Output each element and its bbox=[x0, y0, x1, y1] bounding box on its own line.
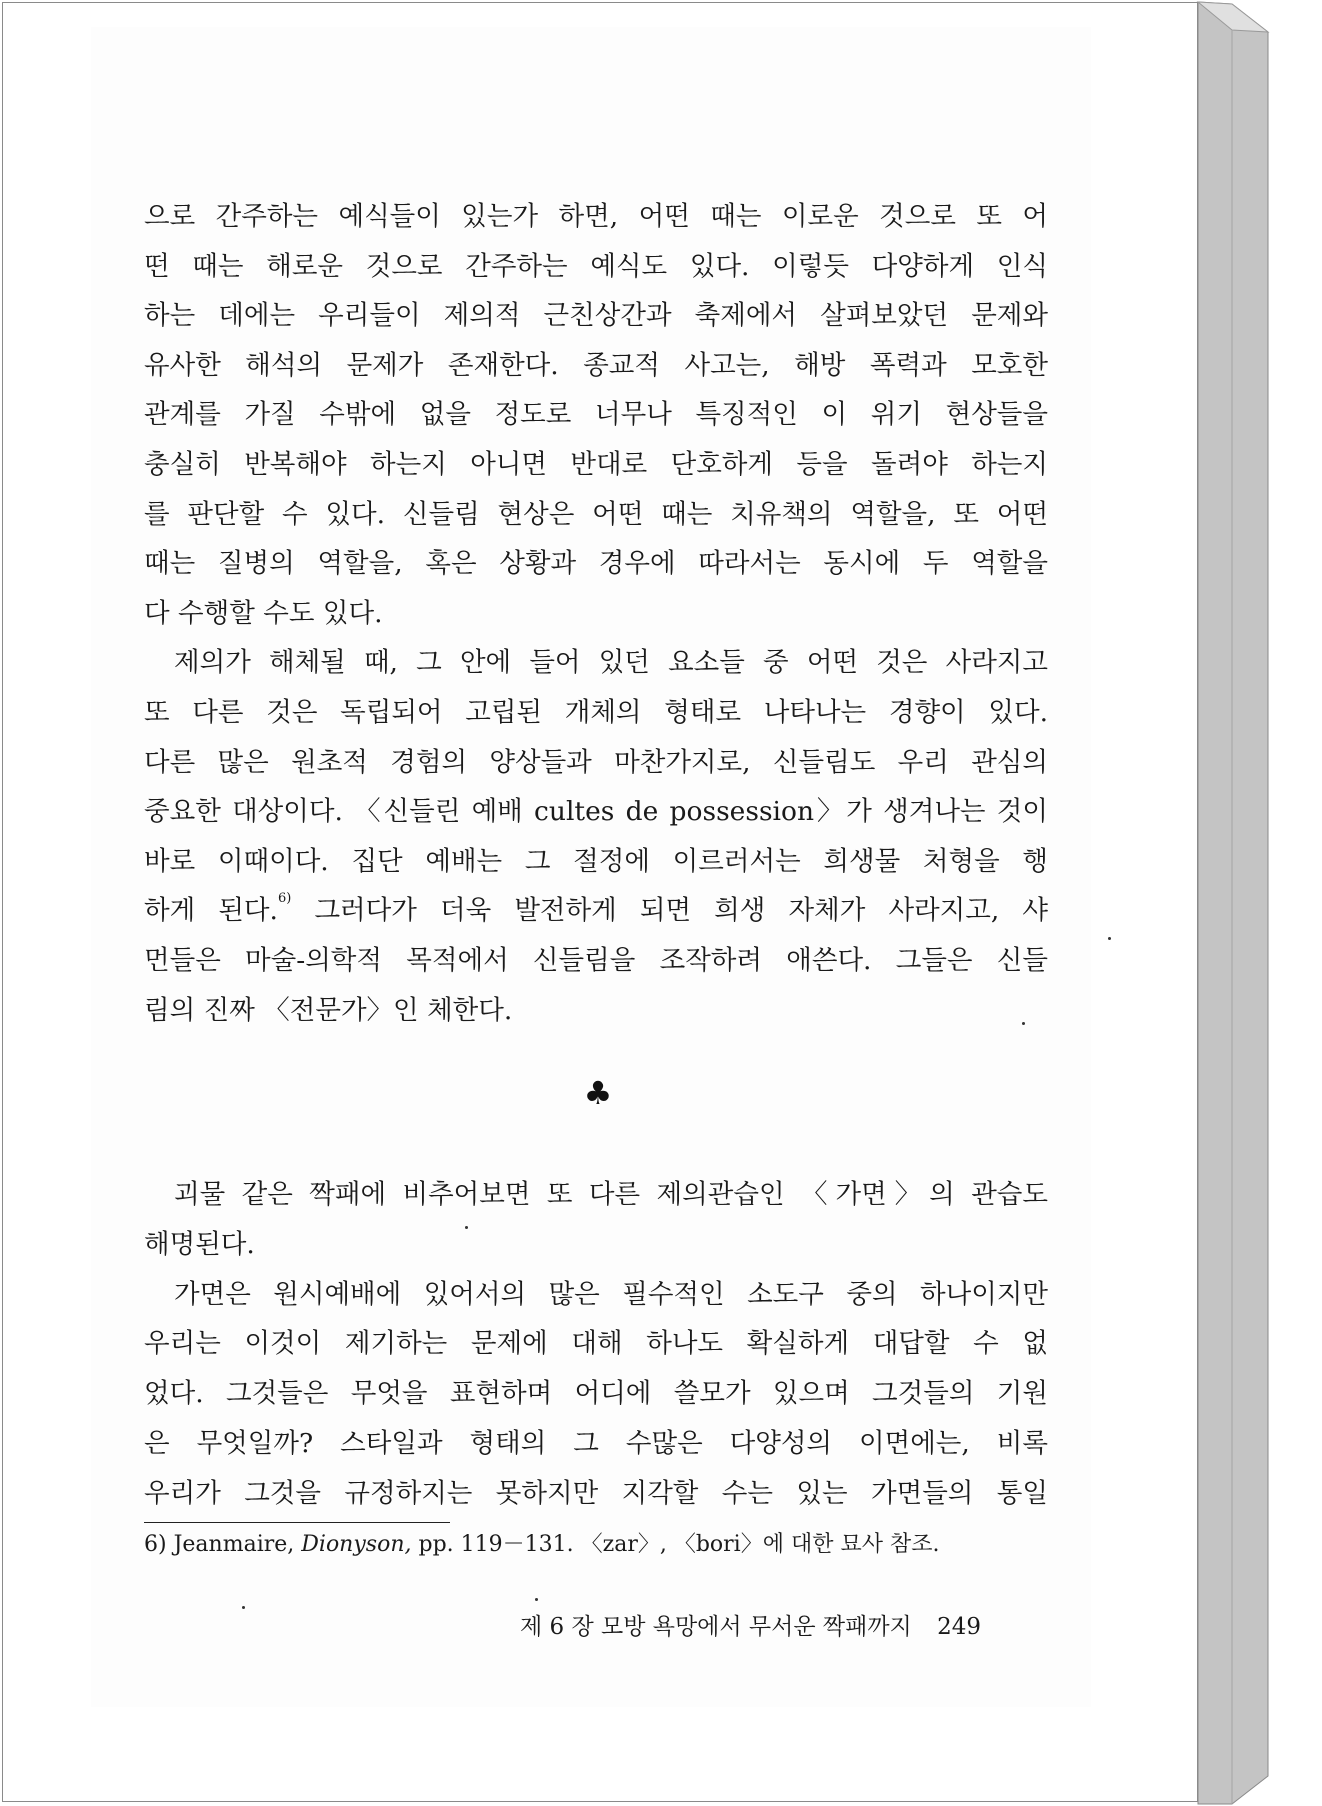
text-line: 괴물 같은 짝패에 비추어보면 또 다른 제의관습인 〈가면〉의 관습도 bbox=[174, 1179, 1048, 1210]
paragraph-1 bbox=[144, 192, 1048, 1035]
club-divider-icon: ♣ bbox=[583, 1074, 613, 1112]
text-line: 림의 진짜 〈전문가〉인 체한다. bbox=[144, 994, 513, 1026]
text-fragment: 하게 된다. bbox=[144, 895, 278, 927]
text-line: 관계를 가질 수밖에 없을 정도로 너무나 특징적인 이 위기 현상들을 bbox=[144, 399, 1048, 431]
text-line: 해명된다. bbox=[144, 1228, 255, 1260]
text-line: 하는 데에는 우리들이 제의적 근친상간과 축제에서 살펴보았던 문제와 bbox=[144, 300, 1048, 332]
text-line: 충실히 반복해야 하는지 아니면 반대로 단호하게 등을 돌려야 하는지 bbox=[144, 448, 1048, 480]
scan-speck bbox=[1108, 937, 1111, 940]
scan-speck bbox=[535, 1598, 538, 1601]
text-line: 다 수행할 수도 있다. bbox=[144, 597, 383, 629]
footnote-detail: pp. 119－131. 〈zar〉, 〈bori〉에 대한 묘사 참조. bbox=[418, 1532, 940, 1557]
text-line: 중요한 대상이다. 〈신들린 예배 cultes de possession〉가 생겨나는 것이 bbox=[144, 796, 1048, 828]
paragraphs-3-4 bbox=[144, 1170, 1048, 1519]
footnote-reference[interactable]: 6) bbox=[277, 891, 292, 907]
page-number: 249 bbox=[937, 1614, 981, 1640]
text-line: 가면은 원시예배에 있어서의 많은 필수적인 소도구 중의 하나이지만 bbox=[174, 1278, 1048, 1310]
text-line: 먼들은 마술-의학적 목적에서 신들림을 조작하려 애쓴다. 그들은 신들 bbox=[144, 944, 1048, 976]
footnote-title: Dionyson, bbox=[301, 1532, 412, 1557]
text-line: 바로 이때이다. 집단 예배는 그 절정에 이르러서는 희생물 처형을 행 bbox=[144, 845, 1048, 877]
text-line-with-footnote bbox=[144, 886, 1048, 936]
footnote-6 bbox=[144, 1528, 1048, 1562]
running-footer bbox=[520, 1610, 1020, 1644]
text-line: 제의가 해체될 때, 그 안에 들어 있던 요소들 중 어떤 것은 사라지고 bbox=[174, 647, 1048, 679]
text-line: 은 무엇일까? 스타일과 형태의 그 수많은 다양성의 이면에는, 비록 bbox=[144, 1427, 1048, 1459]
text-line: 었다. 그것들은 무엇을 표현하며 어디에 쓸모가 있으며 그것들의 기원 bbox=[144, 1378, 1048, 1410]
text-line: 를 판단할 수 있다. 신들림 현상은 어떤 때는 치유책의 역할을, 또 어떤 bbox=[144, 498, 1048, 530]
text-line: 으로 간주하는 예식들이 있는가 하면, 어떤 때는 이로운 것으로 또 어 bbox=[144, 201, 1048, 232]
text-line: 떤 때는 해로운 것으로 간주하는 예식도 있다. 이렇듯 다양하게 인식 bbox=[144, 250, 1048, 282]
footnote-rule bbox=[144, 1522, 450, 1523]
footnote-number: 6) bbox=[144, 1532, 167, 1557]
text-line: 유사한 해석의 문제가 존재한다. 종교적 사고는, 해방 폭력과 모호한 bbox=[144, 349, 1048, 381]
text-line: 때는 질병의 역할을, 혹은 상황과 경우에 따라서는 동시에 두 역할을 bbox=[144, 548, 1048, 580]
scan-speck bbox=[1022, 1022, 1025, 1025]
scan-speck bbox=[242, 1606, 245, 1609]
footnote-author: Jeanmaire, bbox=[173, 1532, 295, 1557]
text-line: 다른 많은 원초적 경험의 양상들과 마찬가지로, 신들림도 우리 관심의 bbox=[144, 746, 1048, 778]
text-line: 또 다른 것은 독립되어 고립된 개체의 형태로 나타나는 경향이 있다. bbox=[144, 696, 1048, 728]
chapter-title: 제 6 장 모방 욕망에서 무서운 짝패까지 bbox=[520, 1614, 912, 1640]
text-line: 우리는 이것이 제기하는 문제에 대해 하나도 확실하게 대답할 수 없 bbox=[144, 1328, 1048, 1360]
scan-speck bbox=[465, 1226, 468, 1229]
text-fragment: 그러다가 더욱 발전하게 되면 희생 자체가 사라지고, 샤 bbox=[291, 895, 1048, 927]
text-line: 우리가 그것을 규정하지는 못하지만 지각할 수는 있는 가면들의 통일 bbox=[144, 1477, 1048, 1509]
